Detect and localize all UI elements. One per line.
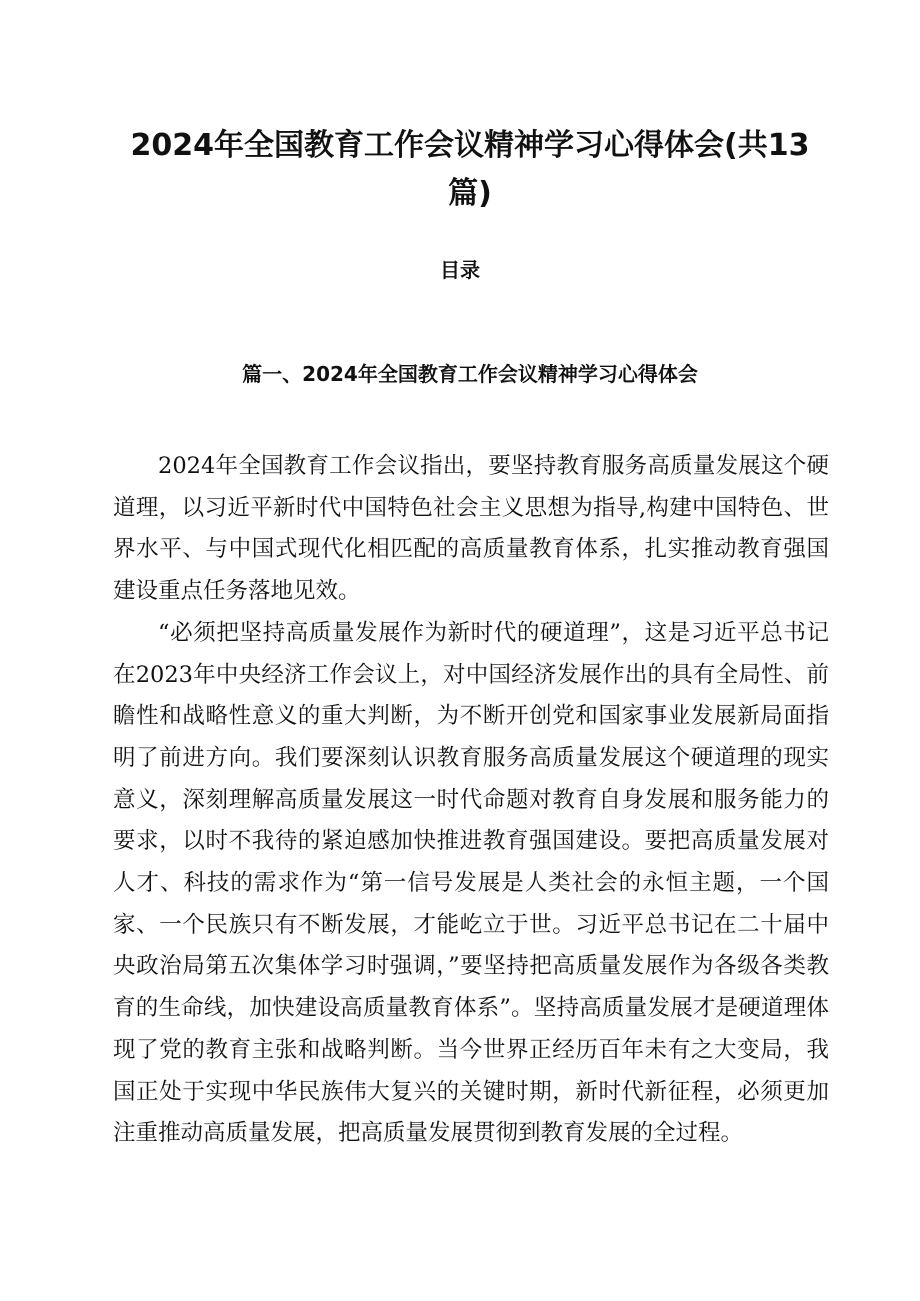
body-text	[113, 446, 829, 1155]
section-heading: 篇一、2024年全国教育工作会议精神学习心得体会	[242, 362, 698, 386]
body-paragraph: “必须把坚持高质量发展作为新时代的硬道理”，这是习近平总书记在2023年中央经济工作会议上，对中国经济发展作出的具有全局性、前瞻性和战略性意义的重大判断，为不断开创党和国家事业发展新局面指明了前进方向。我们要深刻认识教育服务高质量发展这个硬道理的现实意义，深刻理解高质量发展这一时代命题对教育自身发展和服务能力的要求，以时不我待的紧迫感加快推进教育强国建设。要把高质量发展对人才、科技的需求作为“第一信号发展是人类社会的永恒主题，一个国家、一个民族只有不断发展，才能屹立于世。习近平总书记在二十届中央政治局第五次集体学习时强调，”要坚持把高质量发展作为各级各类教育的生命线，加快建设高质量教育体系”。坚持高质量发展才是硬道理体现了党的教育主张和战略判断。当今世界正经历百年未有之大变局，我国正处于实现中华民族伟大复兴的关键时期，新时代新征程，必须更加注重推动高质量发展，把高质量发展贯彻到教育发展的全过程。	[113, 619, 829, 1147]
body-paragraph: 2024年全国教育工作会议指出，要坚持教育服务高质量发展这个硬道理，以习近平新时代中国特色社会主义思想为指导,构建中国特色、世界水平、与中国式现代化相匹配的高质量教育体系，扎实推动教育强国建设重点任务落地见效。	[113, 453, 829, 605]
toc-heading: 目录	[440, 258, 480, 282]
document-title: 2024年全国教育工作会议精神学习心得体会(共13篇)	[130, 128, 810, 211]
